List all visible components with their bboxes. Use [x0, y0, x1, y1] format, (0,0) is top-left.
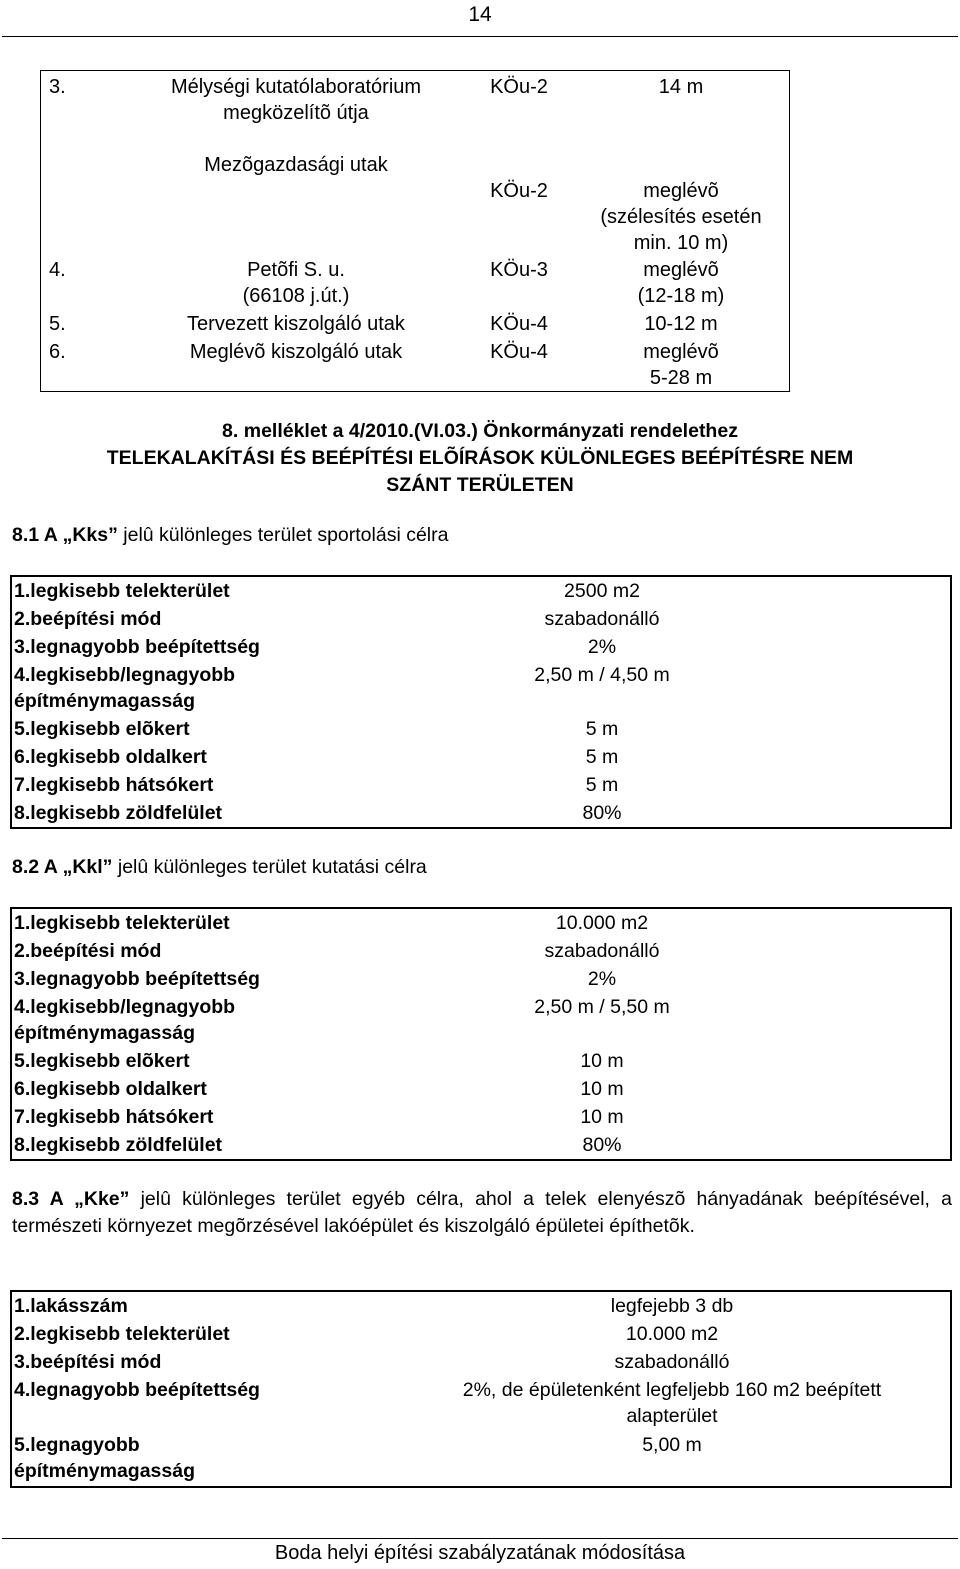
road-name-2: megközelítõ útja	[223, 102, 369, 124]
road-num: 4.	[49, 259, 66, 281]
section-8-3-text: 8.3 A „Kke” jelû különleges terület egyéb célra, ahol a telek elenyészõ hányadának beépítésével, a természeti környezet megõrzésével lakóépület és kiszolgáló épületei építhetõk.	[12, 1188, 952, 1237]
road-name: Mezõgazdasági utak	[204, 154, 388, 176]
table-row: 8.legkisebb zöldfelület 80%	[14, 802, 622, 824]
road-code: KÖu-4	[490, 341, 548, 363]
road-width-2: (12-18 m)	[637, 285, 725, 307]
table-row: 1.legkisebb telekterület 2500 m2	[14, 580, 640, 602]
road-code: KÖu-3	[490, 259, 548, 281]
table-row: 7.legkisebb hátsókert 5 m	[14, 774, 619, 796]
road-num: 6.	[49, 341, 66, 363]
table-row: 2.beépítési mód szabadonálló	[14, 940, 660, 962]
road-code: KÖu-4	[490, 313, 548, 335]
road-code: KÖu-2	[490, 180, 548, 202]
road-width-3: min. 10 m)	[633, 232, 729, 254]
header-rule	[2, 36, 958, 37]
road-width: meglévõ	[643, 259, 719, 281]
table-row: 7.legkisebb hátsókert 10 m	[14, 1106, 624, 1128]
road-width-2: (szélesítés esetén	[600, 206, 762, 228]
table-row: 5.legkisebb elõkert 10 m	[14, 1050, 624, 1072]
page-footer: Boda helyi építési szabályzatának módosítása	[274, 1542, 686, 1564]
zone-code: „Kks”	[62, 524, 118, 546]
annex-subtitle: TELEKALAKÍTÁSI ÉS BEÉPÍTÉSI ELÕÍRÁSOK KÜLÖNLEGES BEÉPÍTÉSRE NEM	[106, 447, 854, 469]
table-row: 5.legkisebb elõkert 5 m	[14, 718, 619, 740]
road-table	[40, 70, 790, 392]
road-width: 14 m	[658, 76, 704, 98]
road-name: Mélységi kutatólaboratórium	[170, 76, 422, 98]
road-num: 3.	[49, 76, 66, 98]
road-name: Meglévõ kiszolgáló utak	[189, 341, 403, 363]
table-row: 3.legnagyobb beépítettség 2%	[14, 636, 617, 658]
kks-parameter-table	[10, 575, 952, 829]
table-row: 2.beépítési mód szabadonálló	[14, 608, 660, 630]
road-name: Petõfi S. u.	[247, 259, 345, 281]
road-code: KÖu-2	[490, 76, 548, 98]
road-name-2: (66108 j.út.)	[242, 285, 350, 307]
road-num: 5.	[49, 313, 66, 335]
table-row: 4.legkisebb/legnagyobb építménymagasság 2,50 m / 5,50 m	[14, 996, 670, 1044]
section-8-2-title: 8.2 A „Kkl” jelû különleges terület kutatási célra	[12, 856, 427, 878]
zone-code: „Kke”	[74, 1188, 130, 1210]
zone-code: „Kkl”	[62, 856, 113, 878]
kkl-parameter-table	[10, 907, 952, 1161]
section-8-1-title: 8.1 A „Kks” jelû különleges terület sportolási célra	[12, 524, 449, 546]
kke-parameter-table: 1.lakásszám legfejebb 3 db 2.legkisebb telekterület 10.000 m2 3.beépítési mód szabadonálló 4.legnagyobb beépítettség 2%, de épületenként legfeljebb 160 m2 beépített alapterület 5.legnagyobb építménymagasság 5,00 m	[10, 1290, 952, 1488]
road-width: 10-12 m	[644, 313, 718, 335]
road-width: meglévõ	[643, 341, 719, 363]
table-row: 1.legkisebb telekterület 10.000 m2	[14, 912, 649, 934]
table-row: 6.legkisebb oldalkert 5 m	[14, 746, 619, 768]
table-row: 4.legkisebb/legnagyobb építménymagasság 2,50 m / 4,50 m	[14, 664, 670, 712]
footer-rule	[2, 1538, 958, 1539]
road-name: Tervezett kiszolgáló utak	[187, 313, 405, 335]
page-number: 14	[468, 3, 492, 26]
annex-title: 8. melléklet a 4/2010.(VI.03.) Önkormányzati rendelethez	[222, 420, 738, 442]
road-width: meglévõ	[643, 180, 719, 202]
road-width-2: 5-28 m	[649, 367, 713, 389]
annex-subtitle-2: SZÁNT TERÜLETEN	[386, 474, 574, 496]
table-row: 8.legkisebb zöldfelület 80%	[14, 1134, 622, 1156]
table-row: 3.legnagyobb beépítettség 2%	[14, 968, 617, 990]
table-row: 6.legkisebb oldalkert 10 m	[14, 1078, 624, 1100]
